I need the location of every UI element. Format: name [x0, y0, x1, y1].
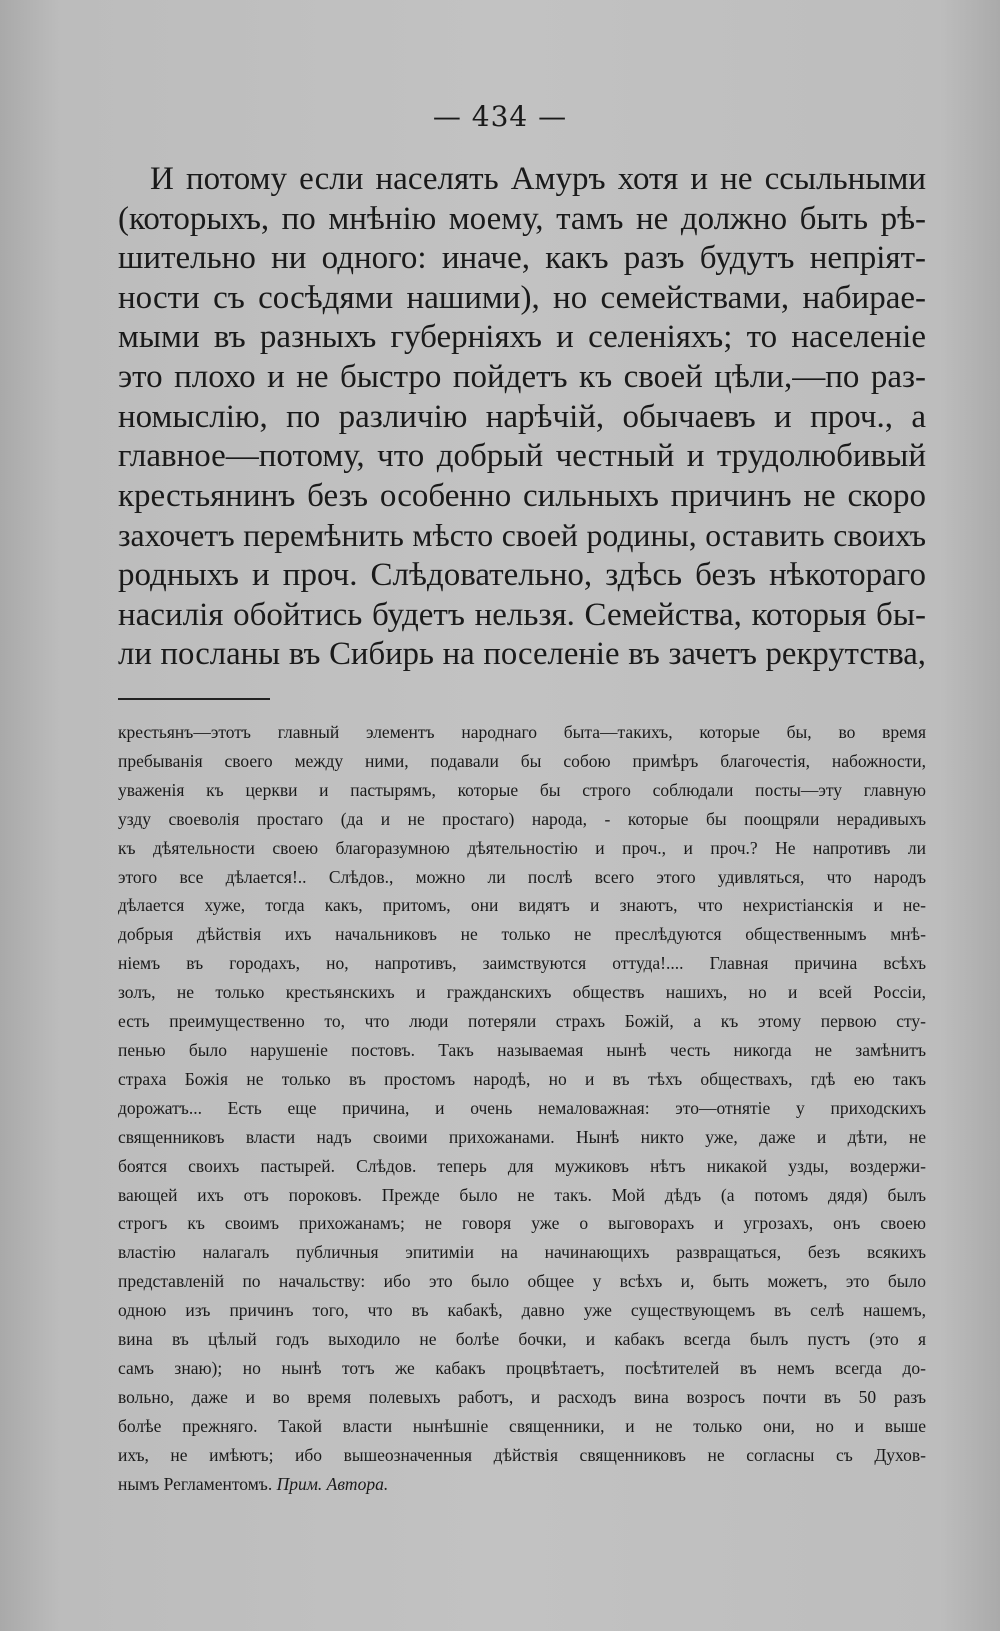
- main-text-line: крестьянинъ безъ особенно сильныхъ причинъ не скоро: [118, 477, 926, 514]
- footnote-line: узду своеволія простаго (да и не простаго) народа, - которые бы поощряли нерадивыхъ: [118, 808, 926, 829]
- footnote-line: вольно, даже и во время полевыхъ работъ, и расходъ вина возросъ почти въ 50 разъ: [118, 1386, 926, 1407]
- main-text-line: И потому если населять Амуръ хотя и не ссыльными: [150, 161, 926, 197]
- main-text-line: захочетъ перемѣнить мѣсто своей родины, оставить своихъ: [118, 518, 926, 554]
- footnote-signature: Прим. Автора.: [276, 1473, 389, 1494]
- main-text: [118, 160, 926, 675]
- page-number: — 434 —: [432, 100, 568, 133]
- main-text-line: (которыхъ, по мнѣнію моему, тамъ не должно быть рѣ-: [118, 200, 926, 237]
- main-text-line: главное—потому, что добрый честный и трудолюбивый: [118, 438, 926, 475]
- main-text-line: насилія обойтись будетъ нельзя. Семейства, которыя бы-: [118, 596, 926, 633]
- main-text-line: шительно ни одного: иначе, какъ разъ будутъ непріят-: [118, 240, 926, 277]
- main-text-line: номыслію, по различію нарѣчій, обычаевъ и проч., а: [118, 398, 926, 435]
- main-text-line: это плохо и не быстро пойдетъ къ своей цѣли,—по раз-: [118, 358, 926, 395]
- footnote-line: пребыванія своего между ними, подавали бы собою примѣръ благочестія, набожности,: [118, 750, 926, 771]
- footnote: [118, 718, 926, 1498]
- footnote-line: пенью было нарушеніе постовъ. Такъ называемая нынѣ честь никогда не замѣнитъ: [118, 1039, 926, 1060]
- footnote-line: боятся своихъ пастырей. Слѣдов. теперь для мужиковъ нѣтъ никакой узды, воздержи-: [118, 1155, 926, 1176]
- main-text-line: ли посланы въ Сибирь на поселеніе въ зачетъ рекрутства,: [118, 636, 926, 673]
- footnote-line: ихъ, не имѣютъ; ибо вышеозначенныя дѣйствія священниковъ не согласны съ Духов-: [118, 1444, 926, 1465]
- main-text-line: мыми въ разныхъ губерніяхъ и селеніяхъ; то населеніе: [118, 319, 926, 356]
- main-text-line: ности съ сосѣдями нашими), но семействами, набирае-: [118, 279, 926, 316]
- footnote-line: крестьянъ—этотъ главный элементъ народнаго быта—такихъ, которые бы, во время: [118, 722, 926, 742]
- footnote-line: священниковъ власти надъ своими прихожанами. Нынѣ никто уже, даже и дѣти, не: [118, 1126, 926, 1147]
- footnote-line: самъ знаю); но нынѣ тотъ же кабакъ процвѣтаетъ, посѣтителей въ немъ всегда до-: [118, 1357, 926, 1378]
- footnote-line: властію налагалъ публичныя эпитиміи на начинающихъ развращаться, безъ всякихъ: [118, 1242, 926, 1263]
- footnote-line: вина въ цѣлый годъ выходило не болѣе бочки, и кабакъ всегда былъ пустъ (это я: [118, 1329, 926, 1350]
- footnote-line: вающей ихъ отъ пороковъ. Прежде было не такъ. Мой дѣдъ (а потомъ дядя) былъ: [118, 1184, 926, 1205]
- footnote-line: дорожатъ... Есть еще причина, и очень немаловажная: это—отнятіе у приходскихъ: [118, 1097, 926, 1118]
- footnote-last-text: нымъ Регламентомъ.: [118, 1473, 273, 1494]
- footnote-line: уваженія къ церкви и пастырямъ, которые бы строго соблюдали посты—эту главную: [118, 779, 926, 800]
- footnote-line: этого все дѣлается!.. Слѣдов., можно ли послѣ всего этого удивляться, что народъ: [118, 866, 926, 887]
- footnote-line: золъ, не только крестьянскихъ и гражданскихъ обществъ нашихъ, но и всей Россіи,: [118, 982, 926, 1003]
- footnote-last-line: [118, 1470, 926, 1499]
- footnote-line: добрыя дѣйствія ихъ начальниковъ не только не преслѣдуются общественнымъ мнѣ-: [118, 924, 926, 945]
- footnote-divider: [118, 698, 270, 700]
- footnote-line: строгъ къ своимъ прихожанамъ; не говоря уже о выговорахъ и угрозахъ, онъ своею: [118, 1213, 926, 1234]
- footnote-line: страха Божія не только въ простомъ народѣ, но и въ тѣхъ обществахъ, гдѣ ею такъ: [118, 1068, 926, 1089]
- footnote-line: ніемъ въ городахъ, но, напротивъ, заимствуются оттуда!.... Главная причина всѣхъ: [118, 953, 926, 974]
- footnote-line: есть преимущественно то, что люди потеряли страхъ Божій, а къ этому первою сту-: [118, 1011, 926, 1032]
- footnote-line: одною изъ причинъ того, что въ кабакѣ, давно уже существующемъ въ селѣ нашемъ,: [118, 1300, 926, 1321]
- footnote-line: къ дѣятельности своею благоразумною дѣятельностію и проч., и проч.? Не напротивъ ли: [118, 837, 926, 858]
- main-text-line: родныхъ и проч. Слѣдовательно, здѣсь безъ нѣкотораго: [118, 556, 926, 593]
- footnote-line: болѣе прежняго. Такой власти нынѣшніе священники, и не только они, но и выше: [118, 1415, 926, 1436]
- footnote-line: дѣлается хуже, тогда какъ, притомъ, они видятъ и знаютъ, что нехристіанскія и не-: [118, 895, 926, 916]
- footnote-line: представленій по начальству: ибо это было общее у всѣхъ и, быть можетъ, это было: [118, 1271, 926, 1292]
